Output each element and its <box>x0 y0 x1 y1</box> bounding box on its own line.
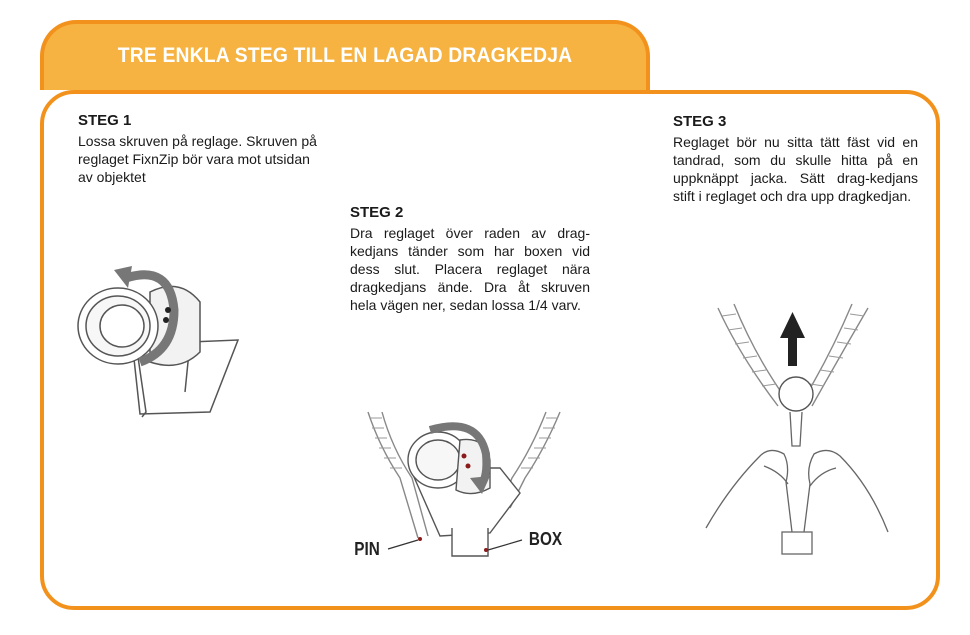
step-1-text: Lossa skruven på reglage. Skruven på reglaget FixnZip bör vara mot utsidan av objektet <box>78 133 317 185</box>
step-2-title: STEG 2 <box>350 204 404 221</box>
step-2-text: Dra reglaget över raden av drag-kedjans tänder som har boxen vid dess slut. Placera reglaget nära dragkedjans ände. Dra åt skruven hela vägen ner, sedan lossa 1/4 varv. <box>350 225 590 313</box>
title-banner <box>40 20 650 90</box>
page-title: TRE ENKLA STEG TILL EN LAGAD DRAGKEDJA <box>117 44 573 67</box>
step-2 <box>350 204 590 314</box>
step-1-title: STEG 1 <box>78 112 132 129</box>
step-3-text: Reglaget bör nu sitta tätt fäst vid en tandrad, som du skulle hitta på en uppknäppt jacka. Sätt drag-kedjans stift i reglaget och dra upp dragkedjan. <box>673 134 918 204</box>
step-1-slider-illustration <box>70 262 250 427</box>
box-label: BOX <box>528 529 563 549</box>
pin-label: PIN <box>354 539 380 559</box>
step-3-zipping-illustration <box>700 296 900 576</box>
up-arrow-icon <box>780 312 805 366</box>
step-3 <box>673 113 918 205</box>
step-3-title: STEG 3 <box>673 113 727 130</box>
step-1 <box>78 112 328 186</box>
